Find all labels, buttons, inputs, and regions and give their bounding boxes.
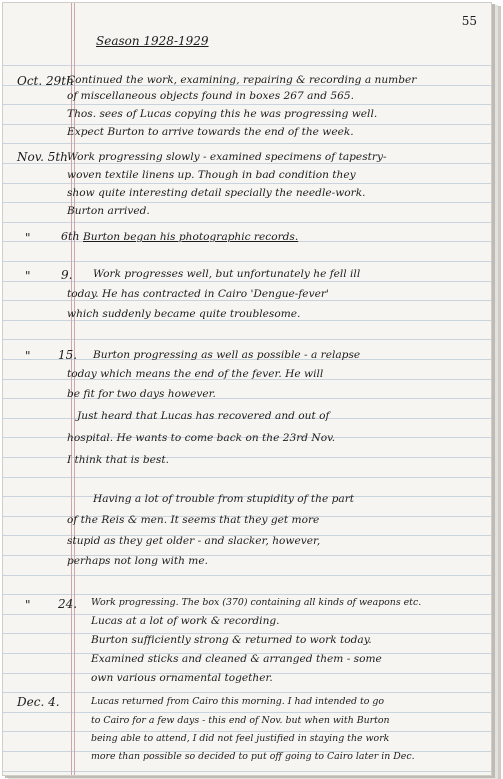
entry-line: Work progresses well, but unfortunately he fell ill bbox=[93, 268, 361, 280]
entry-line: Expect Burton to arrive towards the end of the week. bbox=[67, 126, 354, 138]
entry-line: Thos. sees of Lucas copying this he was progressing well. bbox=[67, 108, 378, 120]
ditto-mark: " bbox=[25, 598, 31, 612]
page-number: 55 bbox=[461, 14, 477, 28]
entry-date: Oct. 29th bbox=[17, 74, 74, 88]
entry-line: Burton progressing as well as possible - a relapse bbox=[93, 349, 361, 361]
ditto-mark: " bbox=[25, 349, 31, 363]
entry-line: Having a lot of trouble from stupidity of the part bbox=[93, 493, 355, 505]
entry-line: Work progressing slowly - examined specimens of tapestry- bbox=[67, 151, 387, 163]
entry-line: more than possible so decided to put off going to Cairo later in Dec. bbox=[91, 751, 415, 762]
ruled-line bbox=[3, 143, 491, 144]
ruled-line bbox=[3, 104, 491, 105]
ruled-line bbox=[3, 183, 491, 184]
entry-line: being able to attend, I did not feel justified in staying the work bbox=[91, 733, 390, 744]
diary-page bbox=[2, 2, 492, 776]
entry-line: Burton began his photographic records. bbox=[83, 231, 299, 243]
entry-date: 24. bbox=[58, 597, 78, 611]
entry-line: of miscellaneous objects found in boxes 267 and 565. bbox=[67, 90, 354, 102]
entry-line: be fit for two days however. bbox=[67, 388, 216, 400]
entry-line: Lucas returned from Cairo this morning. I had intended to go bbox=[91, 696, 385, 707]
entry-line: hospital. He wants to come back on the 23rd Nov. bbox=[67, 432, 336, 444]
ruled-line bbox=[3, 222, 491, 223]
entry-line: today. He has contracted in Cairo 'Dengue-fever' bbox=[67, 288, 329, 300]
ruled-line bbox=[3, 65, 491, 66]
ruled-line bbox=[3, 261, 491, 262]
entry-line: today which means the end of the fever. He will bbox=[67, 368, 324, 380]
ruled-line bbox=[3, 771, 491, 772]
entry-line: Just heard that Lucas has recovered and out of bbox=[77, 410, 330, 422]
entry-line: Burton sufficiently strong & returned to work today. bbox=[91, 634, 372, 646]
ditto-mark: " bbox=[25, 269, 31, 283]
entry-line: woven textile linens up. Though in bad condition they bbox=[67, 169, 356, 181]
ruled-line bbox=[3, 477, 491, 478]
entry-line: Examined sticks and cleaned & arranged them - some bbox=[91, 653, 382, 665]
ditto-mark: " bbox=[25, 231, 31, 245]
entry-date: Nov. 5th bbox=[17, 150, 68, 164]
entry-line: stupid as they get older - and slacker, however, bbox=[67, 535, 321, 547]
entry-date: 9. bbox=[61, 268, 73, 282]
ruled-line bbox=[3, 712, 491, 713]
entry-line: show quite interesting detail specially the needle-work. bbox=[67, 187, 366, 199]
entry-line: perhaps not long with me. bbox=[67, 555, 208, 567]
entry-date: 15. bbox=[58, 348, 78, 362]
ruled-line bbox=[3, 339, 491, 340]
entry-line: Continued the work, examining, repairing & recording a number bbox=[67, 74, 417, 86]
entry-line: to Cairo for a few days - this end of Nov. but when with Burton bbox=[91, 715, 390, 726]
entry-line: own various ornamental together. bbox=[91, 672, 273, 684]
entry-line: Lucas at a lot of work & recording. bbox=[91, 615, 280, 627]
entry-line: Burton arrived. bbox=[67, 205, 150, 217]
ruled-line bbox=[3, 281, 491, 282]
ruled-line bbox=[3, 692, 491, 693]
entry-date: 6th bbox=[61, 230, 80, 243]
entry-line: Work progressing. The box (370) containing all kinds of weapons etc. bbox=[91, 597, 422, 608]
entry-line: of the Reis & men. It seems that they get more bbox=[67, 514, 320, 526]
entry-date: Dec. 4. bbox=[17, 695, 60, 709]
page-title: Season 1928-1929 bbox=[96, 34, 209, 48]
ruled-line bbox=[3, 202, 491, 203]
entry-line: I think that is best. bbox=[67, 454, 169, 466]
entry-line: which suddenly became quite troublesome. bbox=[67, 308, 301, 320]
ruled-line bbox=[3, 594, 491, 595]
ruled-line bbox=[3, 575, 491, 576]
